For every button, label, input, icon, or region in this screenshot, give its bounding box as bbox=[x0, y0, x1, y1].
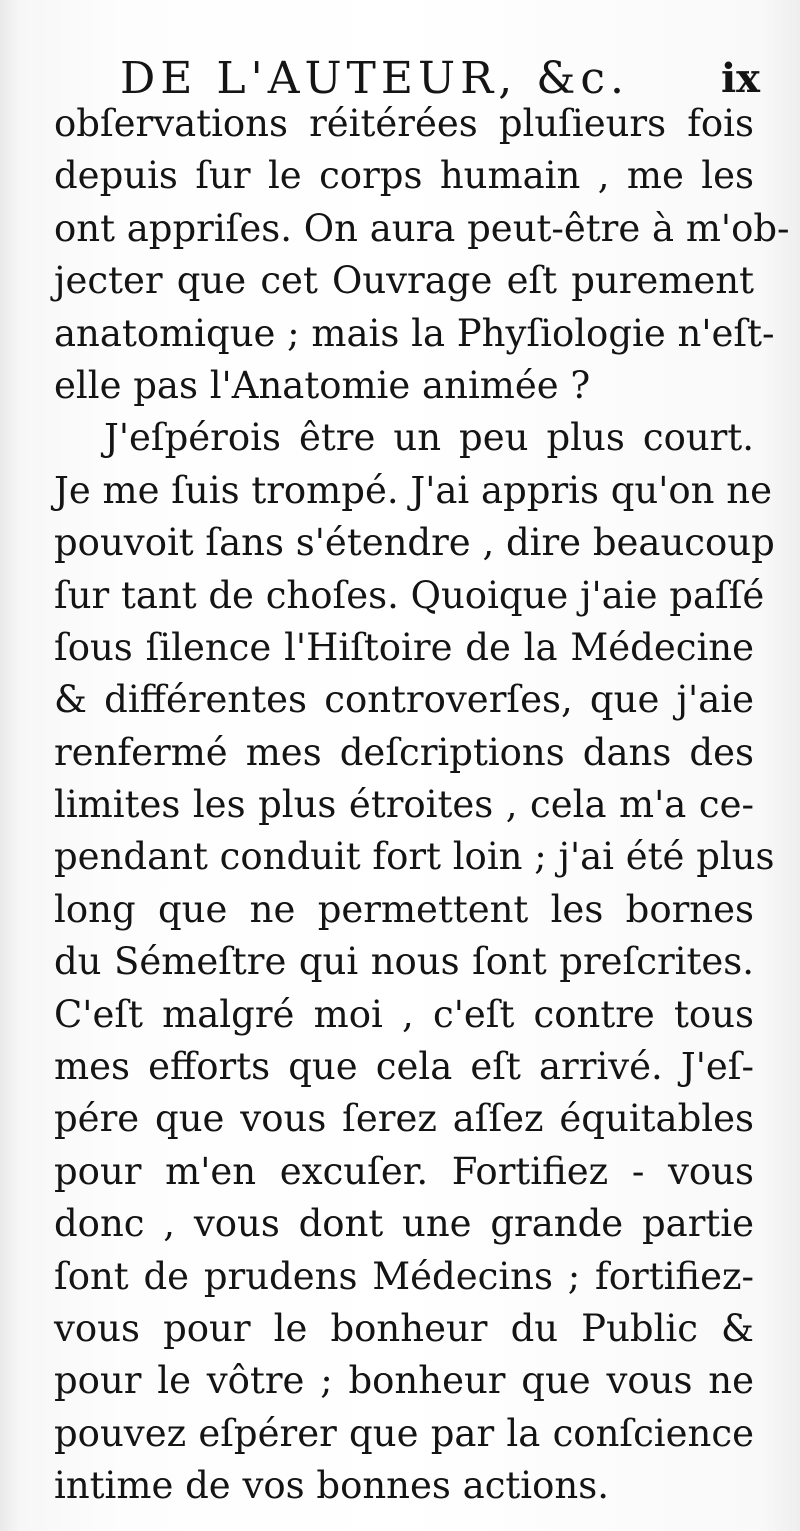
text-line: ſur tant de choſes. Quoique j'aie paſſé bbox=[54, 573, 765, 617]
text-line: vous pour le bonheur du Public & bbox=[54, 1306, 754, 1350]
text-line: du Sémeſtre qui nous ſont preſcrites. bbox=[54, 940, 754, 984]
text-line: pour le vôtre ; bonheur que vous ne bbox=[54, 1359, 754, 1403]
text-line: pouvoit ſans s'étendre , dire beaucoup bbox=[54, 521, 775, 565]
text-line: elle pas l'Anatomie animée ? bbox=[54, 363, 591, 407]
text-line: limites les plus étroites , cela m'a ce- bbox=[54, 783, 754, 827]
text-line: C'eſt malgré moi , c'eſt contre tous bbox=[54, 992, 754, 1036]
page-number: ix bbox=[720, 55, 760, 102]
text-line: pouvez eſpérer que par la conſcience bbox=[54, 1411, 754, 1455]
text-line: pour m'en excuſer. Fortifiez - vous bbox=[54, 1149, 754, 1193]
text-line: ont appriſes. On aura peut-être à m'ob- bbox=[54, 206, 790, 250]
text-line: ſous ſilence l'Hiſtoire de la Médecine bbox=[54, 625, 754, 669]
text-line: renfermé mes deſcriptions dans des bbox=[54, 730, 754, 774]
text-line: intime de vos bonnes actions. bbox=[54, 1464, 609, 1508]
text-line: pére que vous ſerez aſſez équitables bbox=[54, 1097, 754, 1141]
text-line: long que ne permettent les bornes bbox=[54, 887, 754, 931]
running-head-title: DE L'AUTEUR, &c. bbox=[120, 53, 629, 104]
text-line: Je me ſuis trompé. J'ai appris qu'on ne bbox=[54, 468, 772, 512]
body-text bbox=[54, 98, 790, 1513]
text-line: mes efforts que cela eſt arrivé. J'eſ- bbox=[54, 1045, 754, 1089]
text-line: anatomique ; mais la Phyſiologie n'eſt- bbox=[54, 311, 775, 355]
text-line: obſervations réitérées pluſieurs fois bbox=[54, 102, 754, 145]
text-line: ſont de prudens Médecins ; fortifiez- bbox=[54, 1254, 754, 1298]
text-line: jecter que cet Ouvrage eſt purement bbox=[54, 259, 754, 303]
paragraph-first-line: J'eſpérois être un peu plus court. bbox=[104, 416, 754, 460]
text-line: donc , vous dont une grande partie bbox=[54, 1202, 754, 1246]
text-line: depuis ſur le corps humain , me les bbox=[54, 154, 754, 198]
text-line: pendant conduit fort loin ; j'ai été plus bbox=[54, 835, 775, 879]
text-line: & différentes controverſes, que j'aie bbox=[54, 678, 754, 722]
